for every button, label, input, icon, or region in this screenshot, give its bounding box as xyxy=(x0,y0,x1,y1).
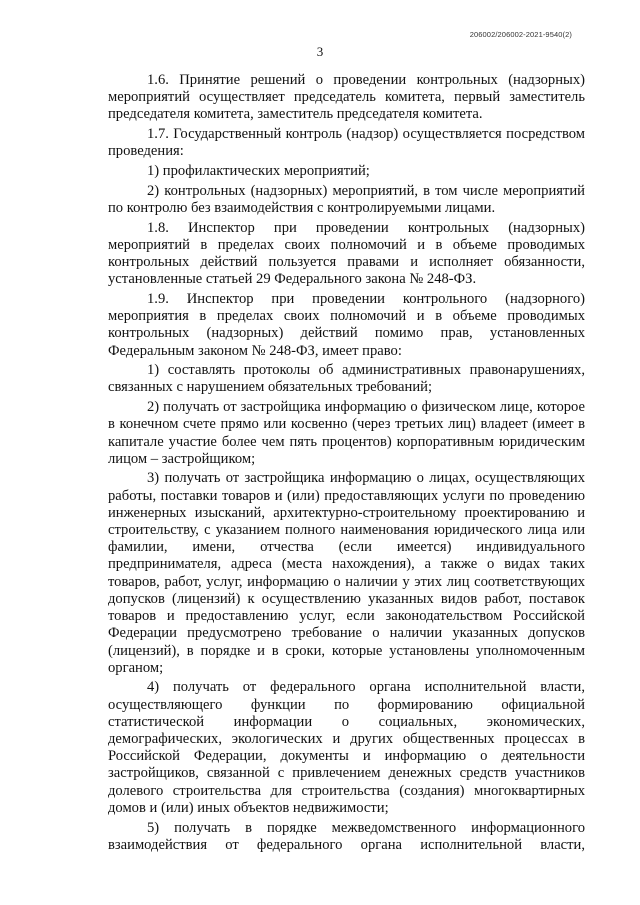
list-item-1-9-1: 1) составлять протоколы об административных правонарушениях, связанных с нарушением обязательных требований; xyxy=(108,362,585,396)
list-item-1-9-4: 4) получать от федерального органа исполнительной власти, осуществляющего функции по формированию официальной статистической информации о социальных, экономических, демографических, экологических и других общественных процессах в Российской Федерации, документы и информацию о деятельности застройщиков, связанной с привлечением денежных средств участников долевого строительства для строительства (создания) многоквартирных домов и (или) иных объектов недвижимости; xyxy=(108,679,585,816)
list-item-1-7-2: 2) контрольных (надзорных) мероприятий, в том числе мероприятий по контролю без взаимодействия с контролируемыми лицами. xyxy=(108,182,585,216)
paragraph-1-7: 1.7. Государственный контроль (надзор) осуществляется посредством проведения: xyxy=(108,126,585,160)
list-item-1-9-3: 3) получать от застройщика информацию о лицах, осуществляющих работы, поставки товаров и (или) предоставляющих услуги по проведению инженерных изысканий, архитектурно-строительному проектированию и строительству, с указанием полного наименования юридического лица или фамилии, имени, отчества (если имеется) индивидуального предпринимателя, адреса (места нахождения), а также о видах таких товаров, работ, услуг, информацию о наличии у этих лиц соответствующих допусков (лицензий) к осуществлению указанных видов работ, поставок товаров и предоставлению услуг, если законодательством Российской Федерации предусмотрено требование о наличии указанных допусков (лицензий), в порядке и в сроки, которые установлены уполномоченным органом; xyxy=(108,470,585,676)
paragraph-1-6: 1.6. Принятие решений о проведении контрольных (надзорных) мероприятий осуществляет председатель комитета, первый заместитель председателя комитета, заместитель председателя комитета. xyxy=(108,72,585,123)
list-item-1-7-1: 1) профилактических мероприятий; xyxy=(147,163,370,180)
paragraph-1-8: 1.8. Инспектор при проведении контрольных (надзорных) мероприятий в пределах своих полномочий и в объеме проводимых контрольных действий пользуется правами и исполняет обязанности, установленные статьей 29 Федерального закона № 248-ФЗ. xyxy=(108,219,585,288)
page-number: 3 xyxy=(316,44,324,59)
list-item-1-9-2: 2) получать от застройщика информацию о физическом лице, которое в конечном счете прямо или косвенно (через третьих лиц) владеет (имеет в капитале участие более чем пять процентов) корпоративным юридическим лицом – застройщиком; xyxy=(108,399,585,467)
paragraph-1-9: 1.9. Инспектор при проведении контрольного (надзорного) мероприятия в пределах своих полномочий и в объеме проводимых контрольных (надзорных) действий помимо прав, установленных Федеральным законом № 248-ФЗ, имеет право: xyxy=(108,290,585,359)
list-item-1-9-5: 5) получать в порядке межведомственного информационного взаимодействия от федерального органа исполнительной власти, xyxy=(108,819,585,853)
document-id: 206002/206002-2021-9540(2) xyxy=(469,30,572,39)
document-body xyxy=(108,72,585,856)
